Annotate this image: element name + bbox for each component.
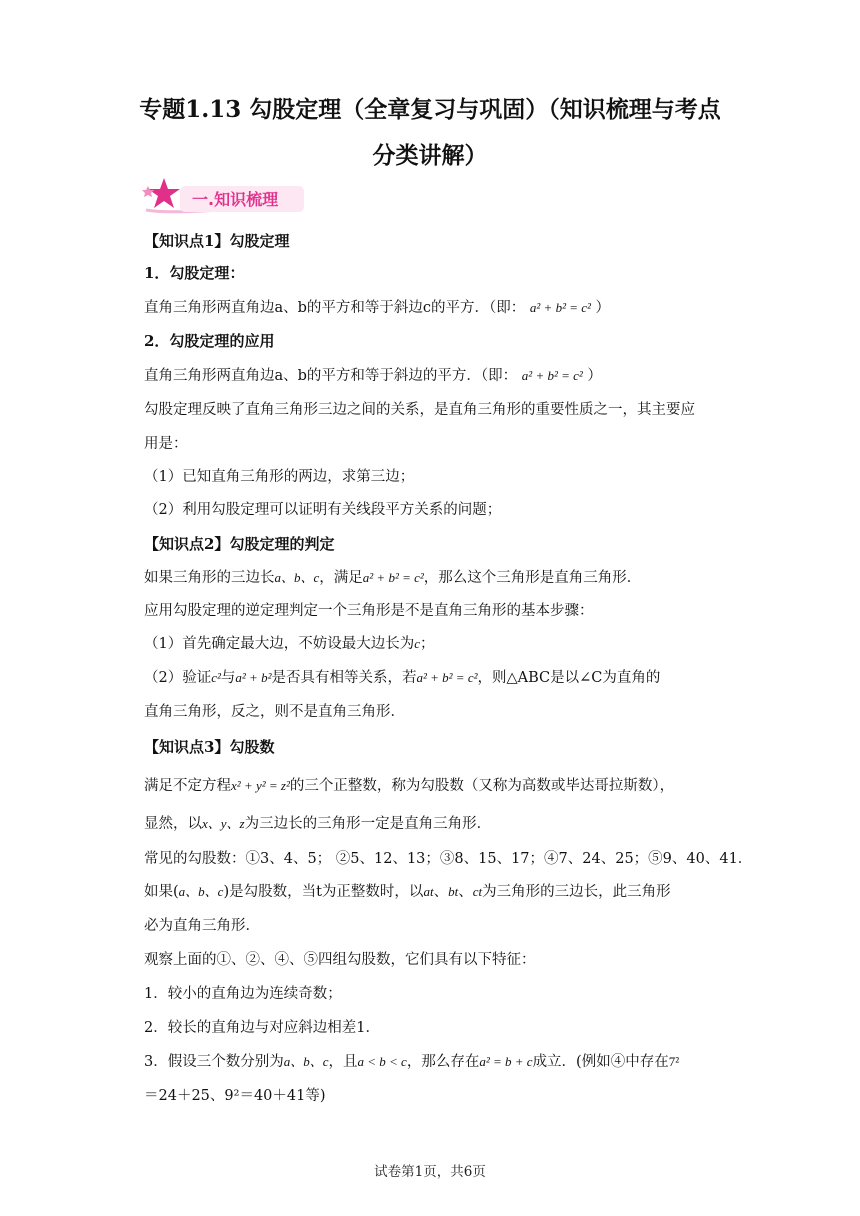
k3-line10: ＝24＋25、9²＝40＋41等) <box>144 1088 326 1104</box>
k2-heading: 【知识点2】勾股定理的判定 <box>144 535 335 553</box>
banner-label: 一.知识梳理 <box>192 190 279 209</box>
k2-l1-formula: a² + b² = c² <box>362 570 424 585</box>
k3-l4-sep2: 、 <box>458 884 473 900</box>
section-banner <box>140 176 310 220</box>
k3-l9-seven-squared: 7² <box>668 1054 680 1069</box>
k2-l4-text-b: 与 <box>220 670 236 686</box>
k3-l9-text-a: 3．假设三个数分别为 <box>144 1054 284 1070</box>
k3-l2-text-a: 显然，以 <box>144 816 202 832</box>
k3-l4-text-a: 如果( <box>144 884 179 900</box>
k2-l1-text-c: ，那么这个三角形是直角三角形． <box>423 570 642 586</box>
page-title-line1: 专题1.13 勾股定理（全章复习与巩固）（知识梳理与考点 <box>139 96 721 123</box>
k2-l1-vars: a、b、c <box>274 570 320 585</box>
k3-l1-formula: x² + y² = z² <box>231 778 290 793</box>
k3-l4-at: at <box>423 884 434 899</box>
k3-line7: 1．较小的直角边为连续奇数； <box>144 986 342 1002</box>
k3-l4-bt: bt <box>448 884 459 899</box>
k3-line5: 必为直角三角形． <box>144 918 260 934</box>
k2-line3 <box>144 634 435 654</box>
page-footer: 试卷第1页，共6页 <box>374 1164 486 1180</box>
k3-line8: 2．较长的直角边与对应斜边相差1． <box>144 1020 380 1036</box>
k3-line4 <box>144 882 671 902</box>
k1-s2-para2: 用是： <box>144 436 188 452</box>
k1-s1-text: 直角三角形两直角边a、b的平方和等于斜边c的平方．（即： <box>144 300 526 316</box>
k3-l4-text-b: )是勾股数，当t为正整数时，以 <box>223 884 424 900</box>
star-icon <box>148 178 180 208</box>
k3-l2-text-b: 为三边长的三角形一定是直角三角形． <box>244 816 492 832</box>
k2-line1 <box>144 568 641 588</box>
k3-line1 <box>144 776 674 796</box>
k3-heading: 【知识点3】勾股数 <box>144 738 275 756</box>
small-star-icon <box>142 186 154 197</box>
k1-s1-line <box>144 298 610 318</box>
k3-l1-text-a: 满足不定方程 <box>144 778 231 794</box>
k2-l4-text-a: （2）验证 <box>144 670 212 686</box>
k1-s2-line <box>144 366 602 386</box>
k1-s2-formula: a² + b² = c² <box>521 368 583 383</box>
k2-l4-text-d: ，则△ABC是以∠C为直角的 <box>477 670 661 686</box>
k2-line2: 应用勾股定理的逆定理判定一个三角形是不是直角三角形的基本步骤： <box>144 603 594 619</box>
k3-line6: 观察上面的①、②、④、⑤四组勾股数，它们具有以下特征： <box>144 952 536 968</box>
k2-l3-var: c <box>414 636 421 651</box>
k2-l4-f2: a² + b² <box>235 670 272 685</box>
k3-line3: 常见的勾股数：①3、4、5； ②5、12、13；③8、15、17；④7、24、25；⑤9、40、41． <box>144 851 753 867</box>
k3-l9-formula: a² = b + c <box>479 1054 533 1069</box>
k2-l3-text-b: ； <box>420 636 435 652</box>
k2-l4-f1: c² <box>211 670 221 685</box>
k1-s2-para1: 勾股定理反映了直角三角形三边之间的关系，是直角三角形的重要性质之一，其主要应 <box>144 402 695 418</box>
k3-l9-ineq: a < b < c <box>357 1054 407 1069</box>
k3-line2 <box>144 814 491 834</box>
k1-s2-heading: 2．勾股定理的应用 <box>144 332 275 350</box>
k3-l9-text-b: ，且 <box>328 1054 358 1070</box>
k3-l4-ct: ct <box>472 884 483 899</box>
k1-s2-close: ） <box>587 368 602 384</box>
banner-graphic <box>140 176 310 220</box>
k3-l4-text-c: 为三角形的三边长，此三角形 <box>482 884 671 900</box>
k2-line5: 直角三角形，反之，则不是直角三角形． <box>144 704 405 720</box>
k1-s1-heading: 1．勾股定理： <box>144 264 245 282</box>
k2-l4-f3: a² + b² = c² <box>416 670 478 685</box>
k3-l9-text-d: 成立．(例如④中存在 <box>532 1054 669 1070</box>
k3-l9-text-c: ，那么存在 <box>406 1054 480 1070</box>
k2-l3-text-a: （1）首先确定最大边，不妨设最大边长为 <box>144 636 415 652</box>
k3-line9 <box>144 1052 679 1072</box>
k1-item2: （2）利用勾股定理可以证明有关线段平方关系的问题； <box>144 502 502 518</box>
k2-l4-text-c: 是否具有相等关系，若 <box>271 670 417 686</box>
k1-item1: （1）已知直角三角形的两边，求第三边； <box>144 469 415 485</box>
k2-l1-text-b: ，满足 <box>319 570 363 586</box>
k3-l1-text-b: 的三个正整数，称为勾股数（又称为高数或毕达哥拉斯数）， <box>289 778 675 794</box>
k2-line4 <box>144 668 660 688</box>
k2-l1-text-a: 如果三角形的三边长 <box>144 570 275 586</box>
k1-s1-formula: a² + b² = c² <box>529 300 591 315</box>
k3-l9-vars: a、b、c <box>283 1054 329 1069</box>
k3-l2-vars: x、y、z <box>202 816 245 831</box>
k1-s2-text: 直角三角形两直角边a、b的平方和等于斜边的平方．（即： <box>144 368 518 384</box>
k1-s1-close: ） <box>595 300 611 316</box>
k3-l4-sep1: 、 <box>433 884 449 900</box>
page-title-line2: 分类讲解） <box>372 142 488 169</box>
k3-l4-vars: a、b、c <box>178 884 224 899</box>
k1-heading: 【知识点1】勾股定理 <box>144 232 290 250</box>
